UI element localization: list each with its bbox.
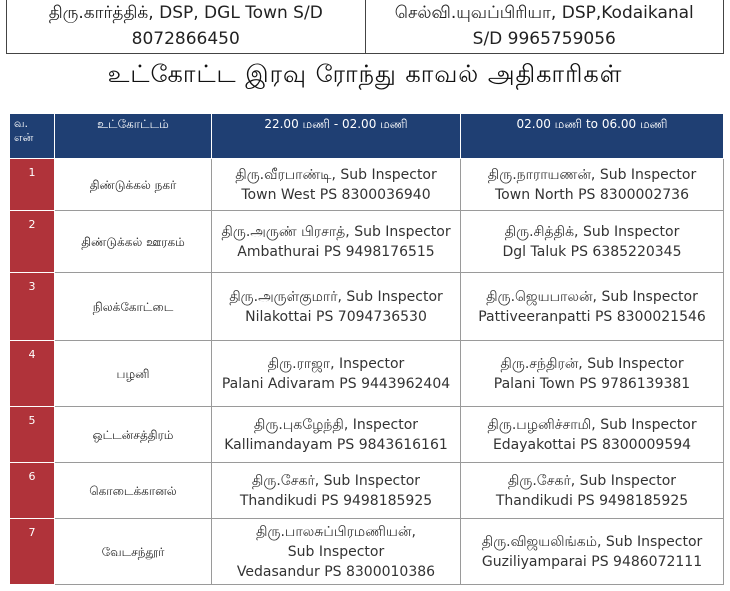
officer-line: Town North PS 8300002736 [495,186,689,203]
officer-line: திரு.நாராயணன், Sub Inspector [487,166,697,183]
row-shift-second-officer [461,159,724,211]
row-number: 2 [10,211,55,273]
row-number: 4 [10,341,55,407]
officer-line: திரு.ராஜா, Inspector [267,355,405,372]
table-row [10,273,724,341]
table-row [10,159,724,211]
officer-line: Vedasandur PS 8300010386 [236,563,436,580]
page-title: உட்கோட்ட இரவு ரோந்து காவல் அதிகாரிகள் [107,60,623,88]
patrol-officers-table [9,113,724,585]
officer-line: திரு.பாலசுப்பிரமணியன், [256,523,416,540]
row-shift-first-officer [212,463,461,519]
row-subdivision: வேடசந்தூர் [55,519,212,585]
row-subdivision: திண்டுக்கல் நகர் [55,159,212,211]
row-number: 1 [10,159,55,211]
table-row [10,407,724,463]
table-header-row [10,114,724,159]
row-shift-first-officer [212,407,461,463]
row-shift-second-officer [461,273,724,341]
dsp-dgl-town-cell [7,0,365,53]
officer-line: Edayakottai PS 8300009594 [492,436,692,453]
row-shift-second-officer [461,519,724,585]
officer-line: Kallimandayam PS 9843616161 [224,436,448,453]
table-row [10,341,724,407]
dsp-dgl-town-name: திரு.கார்த்திக், DSP, DGL Town S/D [48,3,323,23]
row-number: 6 [10,463,55,519]
header-serial-number: வ. என் [10,114,55,159]
header-subdivision: உட்கோட்டம் [55,114,212,159]
dsp-kodaikanal-phone: S/D 9965759056 [472,29,616,49]
officer-line: Nilakottai PS 7094736530 [245,308,427,325]
row-number: 7 [10,519,55,585]
officer-line: திரு.சித்திக், Sub Inspector [504,223,680,240]
officer-line: Palani Adivaram PS 9443962404 [221,375,451,392]
row-subdivision: நிலக்கோட்டை [55,273,212,341]
officer-line: திரு.சேகர், Sub Inspector [251,472,421,489]
officer-line: Ambathurai PS 9498176515 [237,243,435,260]
officer-line: Pattiveeranpatti PS 8300021546 [478,308,706,325]
row-shift-first-officer [212,341,461,407]
dsp-contact-box [6,0,724,54]
row-number: 5 [10,407,55,463]
officer-line: திரு.புகழேந்தி, Inspector [253,416,419,433]
officer-line: Palani Town PS 9786139381 [493,375,691,392]
officer-line: Dgl Taluk PS 6385220345 [502,243,682,260]
header-shift-first: 22.00 மணி - 02.00 மணி [212,114,461,159]
officer-line: Thandikudi PS 9498185925 [495,492,689,509]
officer-line: Sub Inspector [287,543,385,560]
officer-line: திரு.சந்திரன், Sub Inspector [500,355,684,372]
row-subdivision: ஒட்டன்சத்திரம் [55,407,212,463]
officer-line: திரு.ஜெயபாலன், Sub Inspector [486,288,698,305]
row-shift-first-officer [212,519,461,585]
row-shift-first-officer [212,273,461,341]
header-shift-second: 02.00 மணி to 06.00 மணி [461,114,724,159]
row-subdivision: பழனி [55,341,212,407]
row-shift-first-officer [212,211,461,273]
officer-line: திரு.சேகர், Sub Inspector [507,472,677,489]
officer-line: Thandikudi PS 9498185925 [239,492,433,509]
row-number: 3 [10,273,55,341]
row-shift-second-officer [461,211,724,273]
row-subdivision: கொடைக்கானல் [55,463,212,519]
table-row [10,519,724,585]
officer-line: Town West PS 8300036940 [241,186,431,203]
row-shift-first-officer [212,159,461,211]
dsp-dgl-town-phone: 8072866450 [131,29,240,49]
table-row [10,211,724,273]
officer-line: திரு.அருள்குமார், Sub Inspector [229,288,443,305]
table-row [10,463,724,519]
officer-line: திரு.அருண் பிரசாத், Sub Inspector [221,223,451,240]
row-shift-second-officer [461,341,724,407]
dsp-kodaikanal-cell [365,0,724,53]
row-subdivision: திண்டுக்கல் ஊரகம் [55,211,212,273]
officer-line: திரு.பழனிச்சாமி, Sub Inspector [487,416,697,433]
officer-line: Guziliyamparai PS 9486072111 [481,553,703,570]
officer-line: திரு.விஜயலிங்கம், Sub Inspector [481,533,703,550]
officer-line: திரு.வீரபாண்டி, Sub Inspector [235,166,437,183]
row-shift-second-officer [461,463,724,519]
dsp-kodaikanal-name: செல்வி.யுவப்பிரியா, DSP,Kodaikanal [394,3,694,23]
row-shift-second-officer [461,407,724,463]
